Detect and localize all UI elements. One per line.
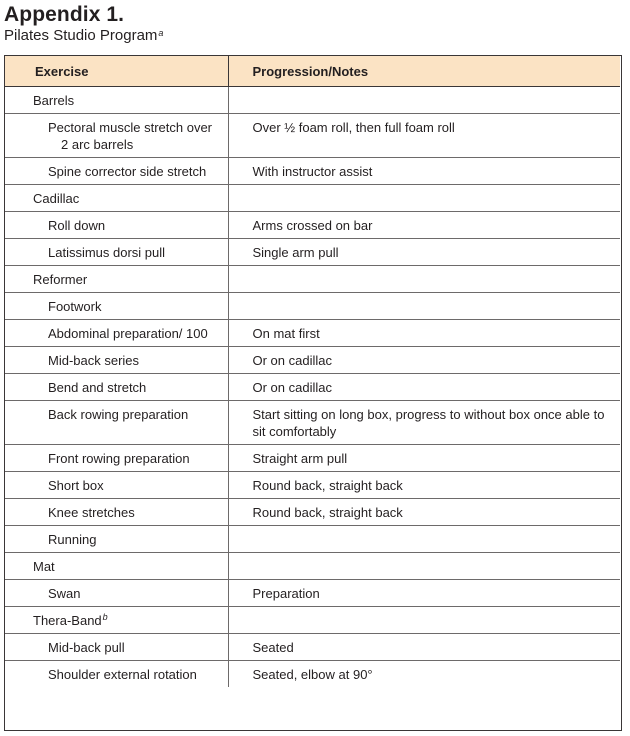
category-label [5,185,228,211]
notes-text: Seated, elbow at 90° [252,667,373,682]
category-row [5,607,620,634]
subtitle-text: Pilates Studio Program [4,27,158,44]
notes-text [229,526,621,535]
table-row [5,293,620,320]
notes-cell [228,499,620,526]
exercise-text: Mid-back pull [48,640,125,655]
notes-cell [228,87,620,114]
exercise-label [5,401,228,427]
notes-text: With instructor assist [252,164,373,179]
exercise-text: Shoulder external rotation [48,667,197,682]
notes-text: Or on cadillac [252,380,332,395]
table-row [5,158,620,185]
notes-text [229,553,621,562]
table-row [5,634,620,661]
notes-cell [228,320,620,347]
notes-text: Preparation [252,586,320,601]
exercise-cell [5,158,228,185]
table-body [5,87,620,688]
exercise-text: Mid-back series [48,353,140,368]
exercise-text: Mat [33,559,55,574]
notes-text: Arms crossed on bar [252,218,373,233]
table-row [5,374,620,401]
appendix-title: Appendix 1. [4,3,125,26]
exercise-cell [5,580,228,607]
notes-cell [228,607,620,634]
notes-text [229,87,621,96]
notes-cell [228,158,620,185]
exercise-cell [5,293,228,320]
table-row [5,320,620,347]
table-row [5,445,620,472]
table-subtitle [4,26,163,46]
notes-text: Straight arm pull [252,451,348,466]
exercise-label [5,158,228,184]
exercise-text: Short box [48,478,104,493]
exercise-text: Latissimus dorsi pull [48,245,166,260]
exercise-text: Thera-Band [33,613,102,628]
notes-cell [228,580,620,607]
table-row [5,239,620,266]
subtitle-footnote-marker: a [158,28,164,38]
exercise-text: Running [48,532,97,547]
notes-cell [228,634,620,661]
exercise-label [5,374,228,400]
exercise-cell [5,607,228,634]
table-row [5,472,620,499]
notes-cell [228,266,620,293]
exercise-cell [5,472,228,499]
notes-text [229,293,621,302]
exercise-cell [5,114,228,158]
table-row [5,347,620,374]
exercise-label [5,499,228,525]
exercise-cell [5,526,228,553]
table-row [5,661,620,688]
notes-text: Start sitting on long box, progress to without box once able to sit comfortably [252,407,605,439]
exercise-text: Back rowing preparation [48,407,189,422]
exercise-cell [5,239,228,266]
exercise-text: Abdominal preparation/ 100 [48,326,208,341]
exercise-cell [5,185,228,212]
exercise-label [5,472,228,498]
category-label [5,266,228,292]
exercise-label [5,114,228,157]
exercise-cell [5,634,228,661]
table-header-row [5,56,620,87]
category-row [5,185,620,212]
notes-cell [228,212,620,239]
exercise-text: Spine corrector side stretch [48,164,207,179]
notes-text: Single arm pull [252,245,339,260]
table-row [5,114,620,158]
table-row [5,526,620,553]
column-header-exercise: Exercise [5,56,228,87]
table-row [5,580,620,607]
footnote-marker: b [102,612,108,622]
table-row [5,401,620,445]
notes-text: Or on cadillac [252,353,332,368]
notes-text: Round back, straight back [252,478,403,493]
notes-cell [228,553,620,580]
exercise-cell [5,320,228,347]
notes-cell [228,374,620,401]
notes-text: Over ½ foam roll, then full foam roll [252,120,455,135]
exercise-text: Bend and stretch [48,380,147,395]
exercise-label [5,293,228,319]
table-row [5,499,620,526]
exercise-label [5,239,228,265]
category-row [5,266,620,293]
program-table [5,56,620,687]
notes-text: On mat first [252,326,320,341]
exercise-text: Barrels [33,93,75,108]
exercise-label [5,347,228,373]
notes-cell [228,185,620,212]
exercise-text: Cadillac [33,191,80,206]
exercise-cell [5,347,228,374]
exercise-text: Knee stretches [48,505,135,520]
notes-cell [228,347,620,374]
exercise-text: Footwork [48,299,102,314]
exercise-cell [5,445,228,472]
exercise-label [5,580,228,606]
notes-cell [228,445,620,472]
exercise-text: Pectoral muscle stretch over 2 arc barrels [48,120,213,152]
exercise-cell [5,212,228,239]
category-row [5,87,620,114]
exercise-text: Reformer [33,272,88,287]
exercise-label [5,320,228,346]
exercise-text: Swan [48,586,81,601]
notes-cell [228,114,620,158]
notes-text: Seated [252,640,294,655]
notes-cell [228,526,620,553]
exercise-label [5,634,228,660]
notes-text: Round back, straight back [252,505,403,520]
exercise-label [5,661,228,687]
notes-text [229,266,621,275]
category-label [5,553,228,579]
exercise-label [5,526,228,552]
notes-cell [228,401,620,445]
exercise-cell [5,374,228,401]
exercise-label [5,212,228,238]
exercise-cell [5,499,228,526]
exercise-cell [5,266,228,293]
table-row [5,212,620,239]
exercise-text: Roll down [48,218,106,233]
program-table-frame [4,55,622,731]
category-label [5,607,228,633]
exercise-cell [5,87,228,114]
column-header-notes: Progression/Notes [228,56,620,87]
notes-cell [228,293,620,320]
category-label [5,87,228,113]
notes-text [229,607,621,616]
exercise-cell [5,661,228,688]
notes-cell [228,472,620,499]
notes-text [229,185,621,194]
exercise-cell [5,553,228,580]
category-row [5,553,620,580]
notes-cell [228,239,620,266]
exercise-text: Front rowing preparation [48,451,190,466]
exercise-cell [5,401,228,445]
notes-cell [228,661,620,688]
exercise-label [5,445,228,471]
